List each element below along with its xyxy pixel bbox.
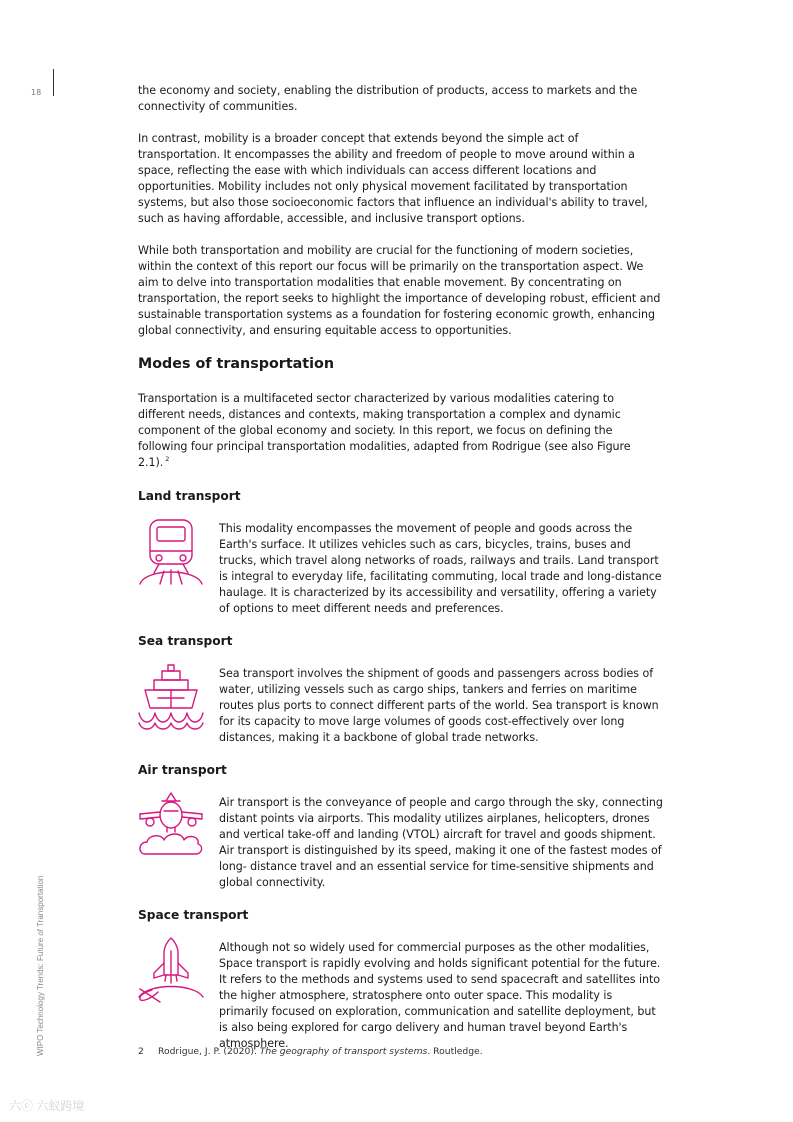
main-content [138,83,663,1068]
section-heading: Modes of transportation [138,356,335,372]
footnote-publisher: . Routledge. [427,1046,483,1057]
section-paragraph: Transportation is a multifaceted sector characterized by various modalities catering to different needs, distances and contexts, making transportation a complex and dynamic component of the global economy and society. In this report, we focus on defining the following four principal transportation modalities, adapted from Rodrigue (see also Figure 2.1). $^2$ [138,392,631,469]
ship-icon [138,663,204,731]
footnote [138,1046,483,1057]
intro-paragraph: While both transportation and mobility are crucial for the functioning of modern societies, within the context of this report our focus will be primarily on the transportation aspect. We aim to delve into transportation modalities that enable movement. By concentrating on transportation, the report seeks to highlight the importance of developing robust, efficient and sustainable transportation systems as a foundation for fostering economic growth, enhancing global connectivity, and ensuring equitable access to opportunities. [138,244,661,337]
page-rule [53,69,54,96]
page-number: 18 [31,88,42,97]
mode-heading-land: Land transport [138,489,241,503]
mode-text-sea: Sea transport involves the shipment of goods and passengers across bodies of water, utilizing vessels such as cargo ships, tankers and ferries on maritime routes plus ports to connect different parts of the world. Sea transport is known for its capacity to move large volumes of goods cost-effectively over long distances, making it a backbone of global trade networks. [219,667,659,744]
intro-paragraph: In contrast, mobility is a broader concept that extends beyond the simple act of transportation. It encompasses the ability and freedom of people to move around within a space, reflecting the ease with which individuals can access different locations and opportunities. Mobility includes not only physical movement facilitated by transportation systems, but also those socioeconomic factors that influence an individual's ability to travel, such as having affordable, accessible, and inclusive transport options. [138,132,648,225]
footnote-title: The geography of transport systems [259,1046,428,1057]
mode-block-sea [138,666,663,746]
mode-text-air: Air transport is the conveyance of people and cargo through the sky, connecting distant points via airports. This modality utilizes airplanes, helicopters, drones and vertical take-off and landing (VTOL) aircraft for travel and goods shipment. Air transport is distinguished by its speed, making it one of the fastest modes of long- distance travel and an essential service for time-sensitive shipments and global connectivity. [219,796,663,889]
mode-heading-sea: Sea transport [138,634,233,648]
footnote-ref[interactable]: 2 [165,455,170,464]
mode-text-land: This modality encompasses the movement of people and goods across the Earth's surface. It utilizes vehicles such as cars, bicycles, trains, buses and trucks, which travel along networks of roads, railways and trails. Land transport is integral to everyday life, facilitating commuting, local trade and long-distance haulage. It is characterized by its accessibility and versatility, offering a variety of options to meet different needs and preferences. [219,522,662,615]
rocket-icon [138,937,204,1005]
side-title: WIPO Technology Trends: Future of Transportation [36,875,45,1056]
mode-block-space [138,940,663,1052]
footnote-number: 2 [138,1046,144,1057]
watermark-logo: 六ⓒ 六蚁跨境 [9,1099,85,1113]
mode-heading-space: Space transport [138,908,249,922]
mode-block-air [138,795,663,891]
intro-paragraph: the economy and society, enabling the distribution of products, access to markets and the connectivity of communities. [138,84,638,113]
footnote-authors: Rodrigue, J. P. (2020). [158,1046,257,1057]
airplane-icon [138,792,204,860]
mode-block-land [138,521,663,617]
mode-text-space: Although not so widely used for commercial purposes as the other modalities, Space transport is rapidly evolving and holds significant potential for the future. It refers to the methods and systems used to send spacecraft and satellites into the higher atmosphere, stratosphere onto outer space. This modality is primarily focused on exploration, communication and satellite deployment, but is also being explored for cargo delivery and human travel beyond Earth's atmosphere. [219,941,661,1050]
mode-heading-air: Air transport [138,763,227,777]
train-icon [138,518,204,586]
